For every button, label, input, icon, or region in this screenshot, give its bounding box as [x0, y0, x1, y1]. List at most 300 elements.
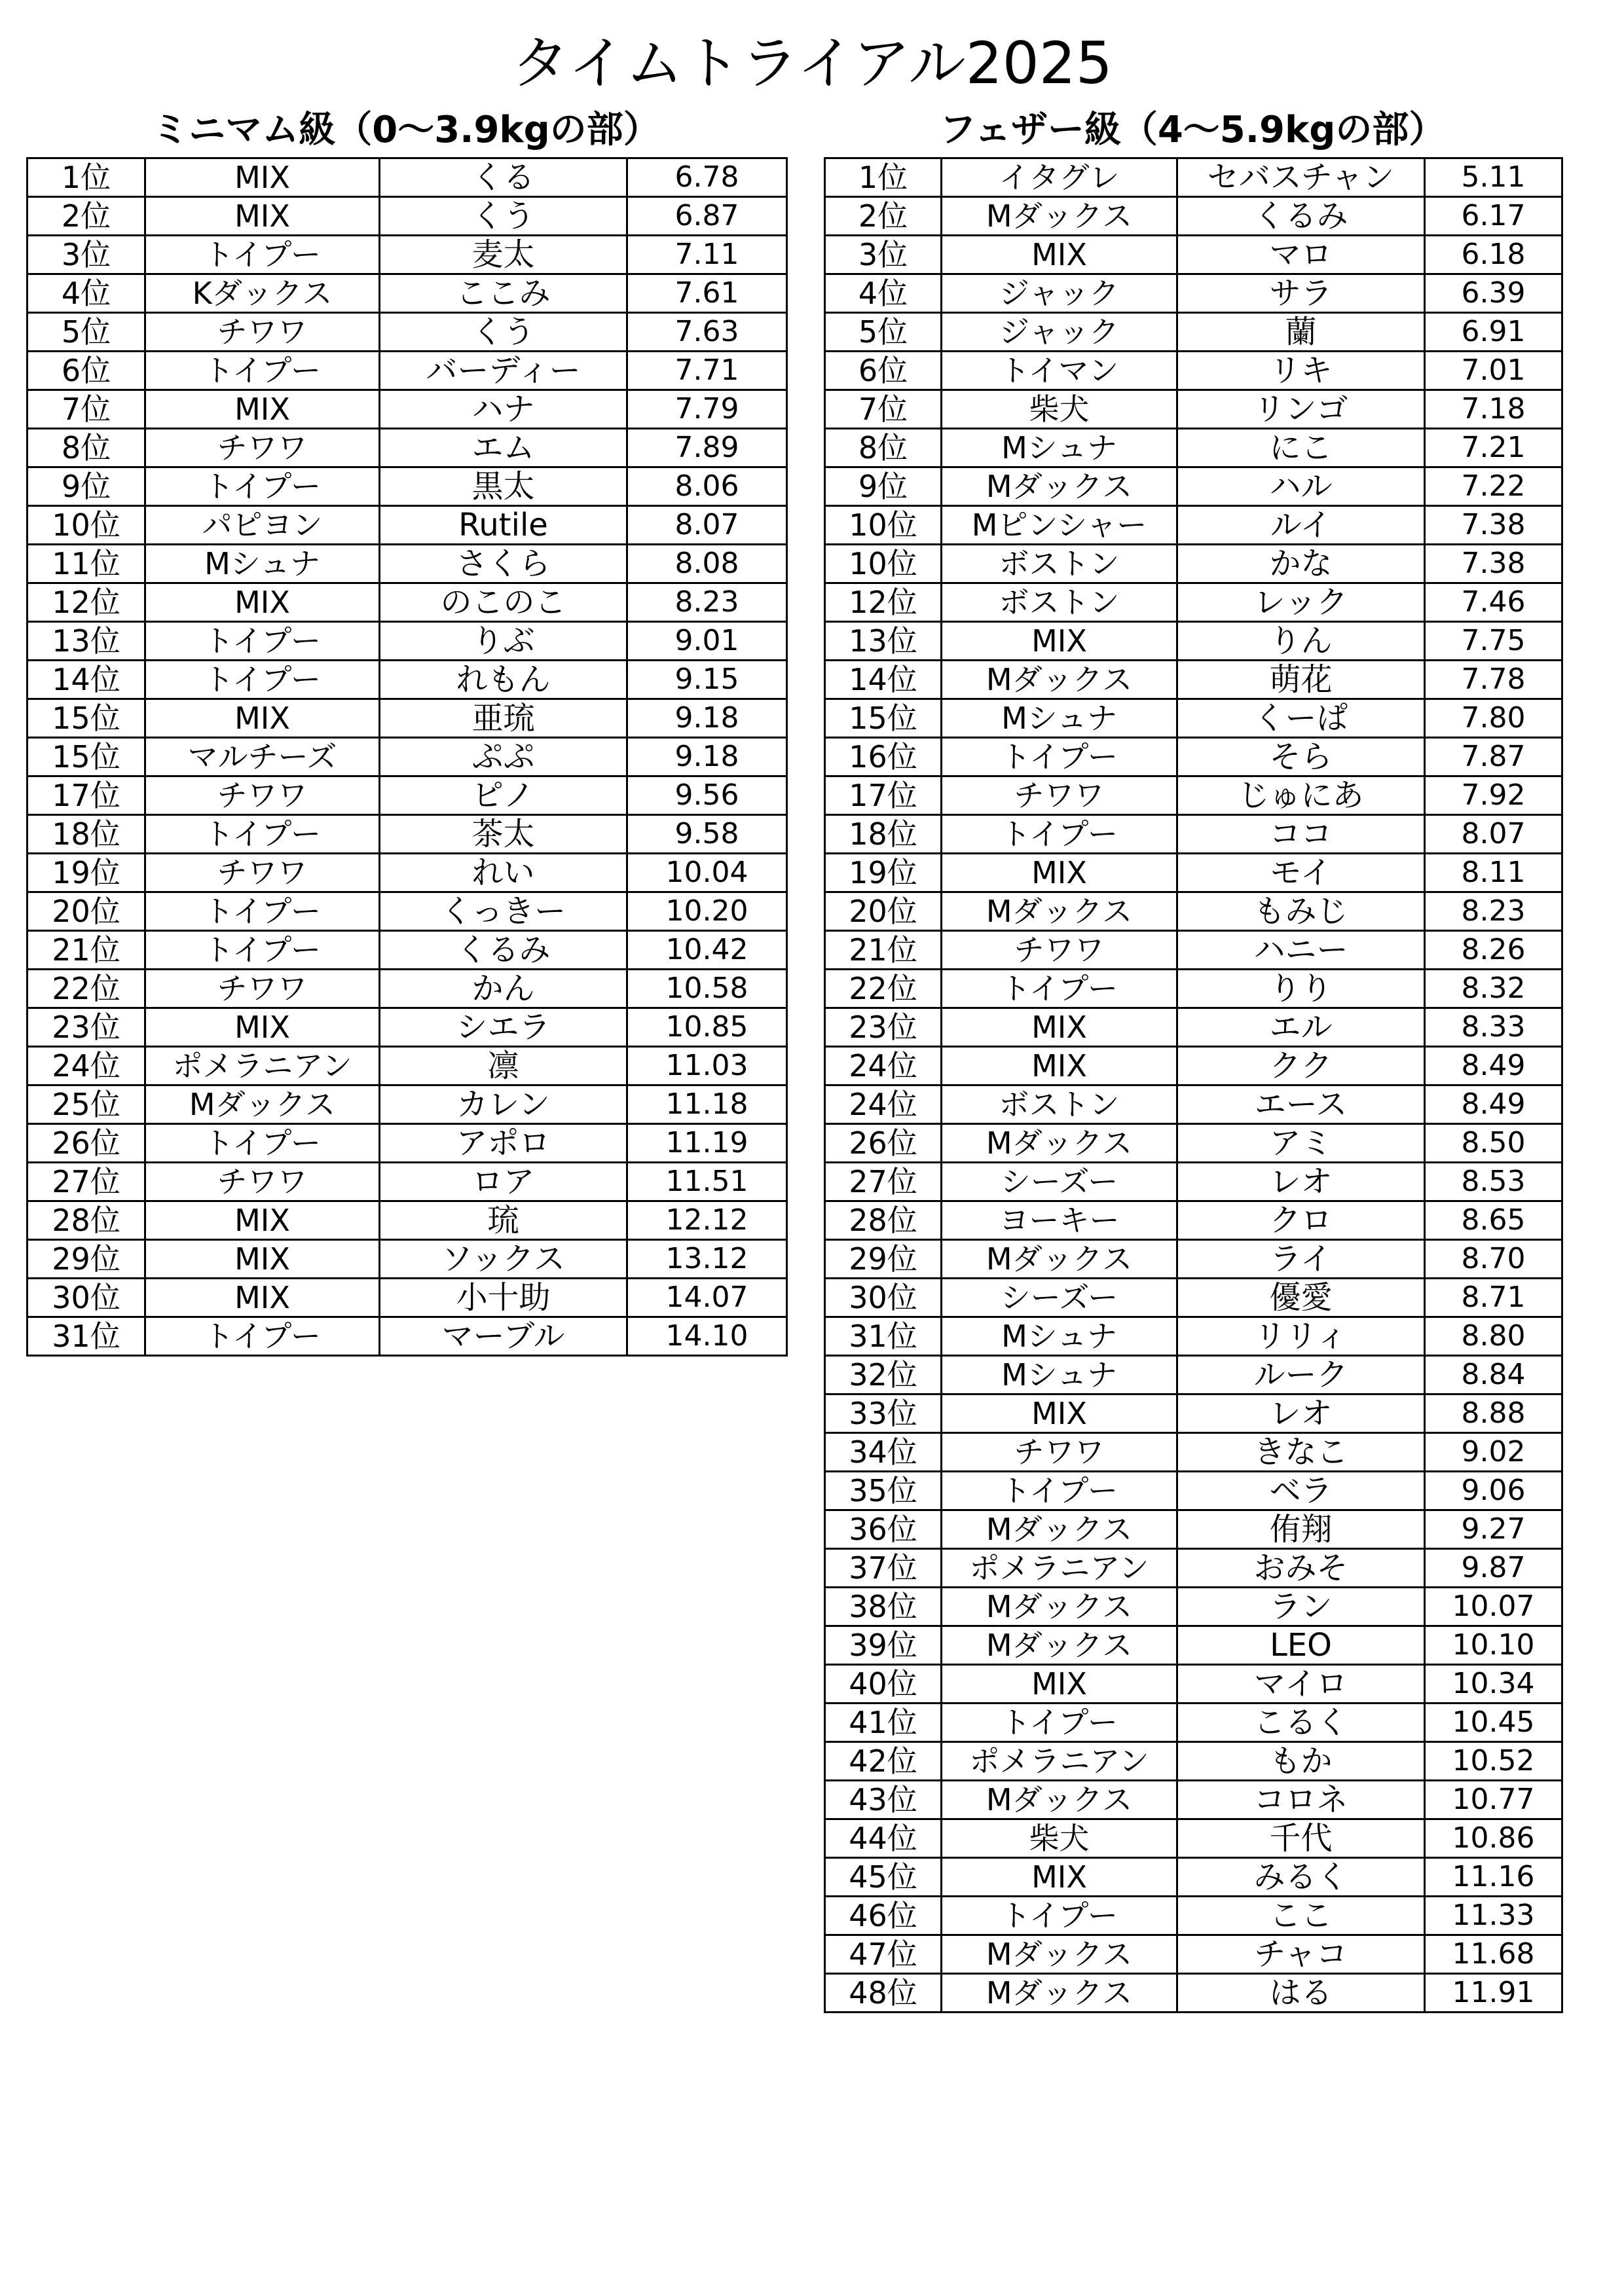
table-row — [28, 197, 787, 236]
time-cell: 8.50 — [1425, 1124, 1562, 1163]
rank-cell: 10位 — [825, 545, 942, 583]
breed-cell: チワワ — [942, 1433, 1177, 1472]
table-row — [825, 1897, 1562, 1935]
breed-cell: トイプー — [145, 1124, 380, 1163]
name-cell: もか — [1177, 1742, 1425, 1781]
breed-cell: MIX — [145, 1240, 380, 1279]
name-cell: くるみ — [1177, 197, 1425, 236]
name-cell: りん — [1177, 622, 1425, 661]
breed-cell: チワワ — [942, 931, 1177, 970]
time-cell: 9.27 — [1425, 1510, 1562, 1549]
breed-cell: ボストン — [942, 583, 1177, 622]
breed-cell: MIX — [942, 1047, 1177, 1085]
table-row — [825, 313, 1562, 352]
breed-cell: ポメラニアン — [942, 1549, 1177, 1588]
breed-cell: ポメラニアン — [942, 1742, 1177, 1781]
time-cell: 6.87 — [627, 197, 787, 236]
name-cell: ハニー — [1177, 931, 1425, 970]
time-cell: 8.08 — [627, 545, 787, 583]
breed-cell: Mシュナ — [942, 1317, 1177, 1356]
breed-cell: シーズー — [942, 1163, 1177, 1201]
table-row — [28, 583, 787, 622]
name-cell: ピノ — [380, 776, 627, 815]
name-cell: カレン — [380, 1085, 627, 1124]
name-cell: 琉 — [380, 1201, 627, 1240]
table-row — [825, 352, 1562, 390]
time-cell: 8.84 — [1425, 1356, 1562, 1394]
table-row — [28, 1085, 787, 1124]
breed-cell: Mダックス — [942, 1588, 1177, 1626]
rank-cell: 38位 — [825, 1588, 942, 1626]
name-cell: ハル — [1177, 467, 1425, 506]
table-row — [825, 1279, 1562, 1317]
name-cell: ベラ — [1177, 1472, 1425, 1510]
table-row — [825, 1742, 1562, 1781]
breed-cell: シーズー — [942, 1279, 1177, 1317]
breed-cell: Mダックス — [942, 1240, 1177, 1279]
breed-cell: Mダックス — [942, 1974, 1177, 2013]
rank-cell: 23位 — [28, 1008, 145, 1047]
breed-cell: トイプー — [942, 815, 1177, 854]
name-cell: レック — [1177, 583, 1425, 622]
name-cell: マロ — [1177, 236, 1425, 274]
time-cell: 7.22 — [1425, 467, 1562, 506]
breed-cell: トイプー — [942, 738, 1177, 776]
table-row — [825, 854, 1562, 892]
time-cell: 8.07 — [627, 506, 787, 545]
breed-cell: MIX — [942, 236, 1177, 274]
time-cell: 11.19 — [627, 1124, 787, 1163]
minimum-class-heading: ミニマム級（0～3.9kgの部） — [152, 109, 660, 151]
name-cell: 蘭 — [1177, 313, 1425, 352]
table-row — [825, 1317, 1562, 1356]
table-row — [825, 661, 1562, 699]
time-cell: 7.80 — [1425, 699, 1562, 738]
breed-cell: Mシュナ — [145, 545, 380, 583]
breed-cell: 柴犬 — [942, 1819, 1177, 1858]
table-row — [825, 970, 1562, 1008]
breed-cell: Mダックス — [942, 1124, 1177, 1163]
table-row — [28, 1317, 787, 1356]
name-cell: くっきー — [380, 892, 627, 931]
table-row — [825, 1163, 1562, 1201]
rank-cell: 12位 — [28, 583, 145, 622]
breed-cell: MIX — [942, 1665, 1177, 1704]
rank-cell: 46位 — [825, 1897, 942, 1935]
rank-cell: 6位 — [28, 352, 145, 390]
time-cell: 11.16 — [1425, 1858, 1562, 1897]
breed-cell: トイプー — [942, 1472, 1177, 1510]
table-row — [28, 390, 787, 429]
rank-cell: 15位 — [825, 699, 942, 738]
time-cell: 7.71 — [627, 352, 787, 390]
time-cell: 8.23 — [1425, 892, 1562, 931]
breed-cell: トイプー — [145, 236, 380, 274]
table-row — [825, 236, 1562, 274]
table-row — [825, 1240, 1562, 1279]
table-row — [825, 738, 1562, 776]
table-row — [28, 313, 787, 352]
name-cell: ココ — [1177, 815, 1425, 854]
time-cell: 8.06 — [627, 467, 787, 506]
rank-cell: 9位 — [28, 467, 145, 506]
breed-cell: イタグレ — [942, 158, 1177, 197]
rank-cell: 17位 — [28, 776, 145, 815]
rank-cell: 42位 — [825, 1742, 942, 1781]
rank-cell: 9位 — [825, 467, 942, 506]
time-cell: 10.58 — [627, 970, 787, 1008]
name-cell: ぷぷ — [380, 738, 627, 776]
name-cell: くる — [380, 158, 627, 197]
time-cell: 9.02 — [1425, 1433, 1562, 1472]
name-cell: リリィ — [1177, 1317, 1425, 1356]
breed-cell: MIX — [145, 1008, 380, 1047]
table-row — [28, 158, 787, 197]
table-row — [28, 429, 787, 467]
name-cell: 亜琉 — [380, 699, 627, 738]
rank-cell: 1位 — [825, 158, 942, 197]
name-cell: じゅにあ — [1177, 776, 1425, 815]
name-cell: 凛 — [380, 1047, 627, 1085]
name-cell: ルーク — [1177, 1356, 1425, 1394]
rank-cell: 33位 — [825, 1394, 942, 1433]
name-cell: にこ — [1177, 429, 1425, 467]
rank-cell: 31位 — [825, 1317, 942, 1356]
time-cell: 8.70 — [1425, 1240, 1562, 1279]
table-row — [825, 1124, 1562, 1163]
time-cell: 6.91 — [1425, 313, 1562, 352]
rank-cell: 37位 — [825, 1549, 942, 1588]
time-cell: 8.49 — [1425, 1047, 1562, 1085]
breed-cell: MIX — [145, 390, 380, 429]
breed-cell: MIX — [942, 854, 1177, 892]
page-title: タイムトライアル2025 — [511, 29, 1113, 97]
rank-cell: 11位 — [28, 545, 145, 583]
name-cell: おみそ — [1177, 1549, 1425, 1588]
breed-cell: ジャック — [942, 274, 1177, 313]
name-cell: ライ — [1177, 1240, 1425, 1279]
name-cell: ここ — [1177, 1897, 1425, 1935]
time-cell: 7.46 — [1425, 583, 1562, 622]
name-cell: クク — [1177, 1047, 1425, 1085]
name-cell: かな — [1177, 545, 1425, 583]
name-cell: エース — [1177, 1085, 1425, 1124]
breed-cell: トイプー — [942, 970, 1177, 1008]
breed-cell: チワワ — [145, 313, 380, 352]
time-cell: 10.77 — [1425, 1781, 1562, 1819]
rank-cell: 10位 — [28, 506, 145, 545]
time-cell: 6.18 — [1425, 236, 1562, 274]
breed-cell: チワワ — [145, 776, 380, 815]
table-row — [825, 390, 1562, 429]
breed-cell: Mダックス — [942, 892, 1177, 931]
name-cell: セバスチャン — [1177, 158, 1425, 197]
time-cell: 8.33 — [1425, 1008, 1562, 1047]
time-cell: 8.53 — [1425, 1163, 1562, 1201]
breed-cell: Mダックス — [942, 1626, 1177, 1665]
breed-cell: Mシュナ — [942, 1356, 1177, 1394]
time-cell: 9.06 — [1425, 1472, 1562, 1510]
name-cell: りぶ — [380, 622, 627, 661]
name-cell: りり — [1177, 970, 1425, 1008]
name-cell: れい — [380, 854, 627, 892]
breed-cell: Mダックス — [942, 197, 1177, 236]
name-cell: ソックス — [380, 1240, 627, 1279]
breed-cell: Mシュナ — [942, 699, 1177, 738]
rank-cell: 4位 — [825, 274, 942, 313]
rank-cell: 29位 — [28, 1240, 145, 1279]
table-row — [825, 776, 1562, 815]
table-row — [28, 892, 787, 931]
time-cell: 8.11 — [1425, 854, 1562, 892]
table-row — [825, 1819, 1562, 1858]
table-row — [28, 970, 787, 1008]
rank-cell: 28位 — [825, 1201, 942, 1240]
rank-cell: 40位 — [825, 1665, 942, 1704]
name-cell: シエラ — [380, 1008, 627, 1047]
table-row — [825, 583, 1562, 622]
time-cell: 7.78 — [1425, 661, 1562, 699]
time-cell: 9.15 — [627, 661, 787, 699]
name-cell: くーぱ — [1177, 699, 1425, 738]
breed-cell: ポメラニアン — [145, 1047, 380, 1085]
time-cell: 7.21 — [1425, 429, 1562, 467]
table-row — [825, 506, 1562, 545]
time-cell: 9.01 — [627, 622, 787, 661]
table-row — [28, 506, 787, 545]
rank-cell: 2位 — [28, 197, 145, 236]
table-row — [28, 622, 787, 661]
rank-cell: 27位 — [28, 1163, 145, 1201]
breed-cell: Mダックス — [942, 1781, 1177, 1819]
name-cell: ここみ — [380, 274, 627, 313]
breed-cell: チワワ — [145, 429, 380, 467]
time-cell: 10.20 — [627, 892, 787, 931]
table-row — [825, 1588, 1562, 1626]
table-row — [28, 661, 787, 699]
rank-cell: 13位 — [825, 622, 942, 661]
rank-cell: 19位 — [28, 854, 145, 892]
breed-cell: トイプー — [942, 1897, 1177, 1935]
breed-cell: パピヨン — [145, 506, 380, 545]
rank-cell: 10位 — [825, 506, 942, 545]
breed-cell: チワワ — [942, 776, 1177, 815]
time-cell: 8.88 — [1425, 1394, 1562, 1433]
name-cell: くう — [380, 197, 627, 236]
time-cell: 8.65 — [1425, 1201, 1562, 1240]
name-cell: エム — [380, 429, 627, 467]
rank-cell: 25位 — [28, 1085, 145, 1124]
time-cell: 10.34 — [1425, 1665, 1562, 1704]
time-cell: 8.80 — [1425, 1317, 1562, 1356]
name-cell: エル — [1177, 1008, 1425, 1047]
table-row — [825, 429, 1562, 467]
rank-cell: 21位 — [825, 931, 942, 970]
breed-cell: ボストン — [942, 1085, 1177, 1124]
table-row — [825, 1433, 1562, 1472]
name-cell: ロア — [380, 1163, 627, 1201]
rank-cell: 22位 — [825, 970, 942, 1008]
name-cell: もみじ — [1177, 892, 1425, 931]
breed-cell: 柴犬 — [942, 390, 1177, 429]
rank-cell: 36位 — [825, 1510, 942, 1549]
rank-cell: 31位 — [28, 1317, 145, 1356]
time-cell: 6.39 — [1425, 274, 1562, 313]
time-cell: 10.10 — [1425, 1626, 1562, 1665]
rank-cell: 14位 — [825, 661, 942, 699]
time-cell: 14.07 — [627, 1279, 787, 1317]
breed-cell: ジャック — [942, 313, 1177, 352]
breed-cell: MIX — [145, 699, 380, 738]
name-cell: リキ — [1177, 352, 1425, 390]
breed-cell: チワワ — [145, 854, 380, 892]
rank-cell: 18位 — [28, 815, 145, 854]
name-cell: 茶太 — [380, 815, 627, 854]
rank-cell: 8位 — [28, 429, 145, 467]
time-cell: 12.12 — [627, 1201, 787, 1240]
name-cell: そら — [1177, 738, 1425, 776]
table-row — [28, 1008, 787, 1047]
breed-cell: MIX — [942, 1858, 1177, 1897]
rank-cell: 12位 — [825, 583, 942, 622]
table-row — [825, 1472, 1562, 1510]
table-row — [825, 467, 1562, 506]
breed-cell: トイプー — [145, 622, 380, 661]
name-cell: くるみ — [380, 931, 627, 970]
breed-cell: トイプー — [145, 467, 380, 506]
rank-cell: 24位 — [825, 1085, 942, 1124]
table-row — [28, 815, 787, 854]
table-row — [28, 352, 787, 390]
breed-cell: MIX — [145, 197, 380, 236]
name-cell: れもん — [380, 661, 627, 699]
name-cell: ハナ — [380, 390, 627, 429]
rank-cell: 44位 — [825, 1819, 942, 1858]
time-cell: 7.11 — [627, 236, 787, 274]
table-row — [825, 1665, 1562, 1704]
name-cell: ルイ — [1177, 506, 1425, 545]
rank-cell: 5位 — [28, 313, 145, 352]
breed-cell: Mダックス — [942, 661, 1177, 699]
table-row — [28, 236, 787, 274]
rank-cell: 26位 — [28, 1124, 145, 1163]
name-cell: はる — [1177, 1974, 1425, 2013]
name-cell: マイロ — [1177, 1665, 1425, 1704]
feather-class-table — [824, 157, 1563, 2013]
name-cell: 優愛 — [1177, 1279, 1425, 1317]
table-row — [28, 776, 787, 815]
rank-cell: 5位 — [825, 313, 942, 352]
rank-cell: 30位 — [28, 1279, 145, 1317]
time-cell: 8.26 — [1425, 931, 1562, 970]
table-row — [28, 1240, 787, 1279]
table-row — [28, 467, 787, 506]
rank-cell: 19位 — [825, 854, 942, 892]
table-row — [825, 1935, 1562, 1974]
table-row — [28, 1163, 787, 1201]
name-cell: こるく — [1177, 1704, 1425, 1742]
table-row — [825, 1510, 1562, 1549]
rank-cell: 41位 — [825, 1704, 942, 1742]
name-cell: サラ — [1177, 274, 1425, 313]
time-cell: 7.79 — [627, 390, 787, 429]
rank-cell: 3位 — [825, 236, 942, 274]
time-cell: 11.91 — [1425, 1974, 1562, 2013]
rank-cell: 15位 — [28, 699, 145, 738]
rank-cell: 39位 — [825, 1626, 942, 1665]
table-row — [28, 699, 787, 738]
table-row — [28, 1124, 787, 1163]
breed-cell: Mダックス — [942, 1510, 1177, 1549]
time-cell: 7.89 — [627, 429, 787, 467]
table-row — [825, 1201, 1562, 1240]
breed-cell: MIX — [942, 1008, 1177, 1047]
time-cell: 6.78 — [627, 158, 787, 197]
time-cell: 8.32 — [1425, 970, 1562, 1008]
rank-cell: 27位 — [825, 1163, 942, 1201]
name-cell: レオ — [1177, 1394, 1425, 1433]
time-cell: 7.38 — [1425, 545, 1562, 583]
time-cell: 9.18 — [627, 738, 787, 776]
name-cell: くう — [380, 313, 627, 352]
name-cell: リンゴ — [1177, 390, 1425, 429]
time-cell: 9.56 — [627, 776, 787, 815]
rank-cell: 20位 — [28, 892, 145, 931]
breed-cell: トイプー — [942, 1704, 1177, 1742]
name-cell: ラン — [1177, 1588, 1425, 1626]
name-cell: モイ — [1177, 854, 1425, 892]
breed-cell: トイプー — [145, 815, 380, 854]
rank-cell: 23位 — [825, 1008, 942, 1047]
rank-cell: 14位 — [28, 661, 145, 699]
table-row — [28, 854, 787, 892]
breed-cell: ボストン — [942, 545, 1177, 583]
rank-cell: 2位 — [825, 197, 942, 236]
minimum-class-table — [26, 157, 788, 1357]
time-cell: 7.63 — [627, 313, 787, 352]
table-row — [28, 1201, 787, 1240]
breed-cell: Kダックス — [145, 274, 380, 313]
time-cell: 7.38 — [1425, 506, 1562, 545]
rank-cell: 3位 — [28, 236, 145, 274]
breed-cell: Mダックス — [942, 467, 1177, 506]
table-row — [825, 1008, 1562, 1047]
rank-cell: 28位 — [28, 1201, 145, 1240]
time-cell: 9.58 — [627, 815, 787, 854]
name-cell: Rutile — [380, 506, 627, 545]
rank-cell: 32位 — [825, 1356, 942, 1394]
breed-cell: MIX — [942, 622, 1177, 661]
breed-cell: トイプー — [145, 931, 380, 970]
time-cell: 7.75 — [1425, 622, 1562, 661]
name-cell: チャコ — [1177, 1935, 1425, 1974]
rank-cell: 20位 — [825, 892, 942, 931]
table-row — [825, 1047, 1562, 1085]
breed-cell: チワワ — [145, 1163, 380, 1201]
time-cell: 8.49 — [1425, 1085, 1562, 1124]
rank-cell: 35位 — [825, 1472, 942, 1510]
rank-cell: 22位 — [28, 970, 145, 1008]
breed-cell: MIX — [942, 1394, 1177, 1433]
time-cell: 10.52 — [1425, 1742, 1562, 1781]
breed-cell: マルチーズ — [145, 738, 380, 776]
table-row — [825, 1394, 1562, 1433]
breed-cell: トイプー — [145, 352, 380, 390]
breed-cell: Mダックス — [942, 1935, 1177, 1974]
table-row — [28, 274, 787, 313]
time-cell: 8.07 — [1425, 815, 1562, 854]
table-row — [825, 1085, 1562, 1124]
